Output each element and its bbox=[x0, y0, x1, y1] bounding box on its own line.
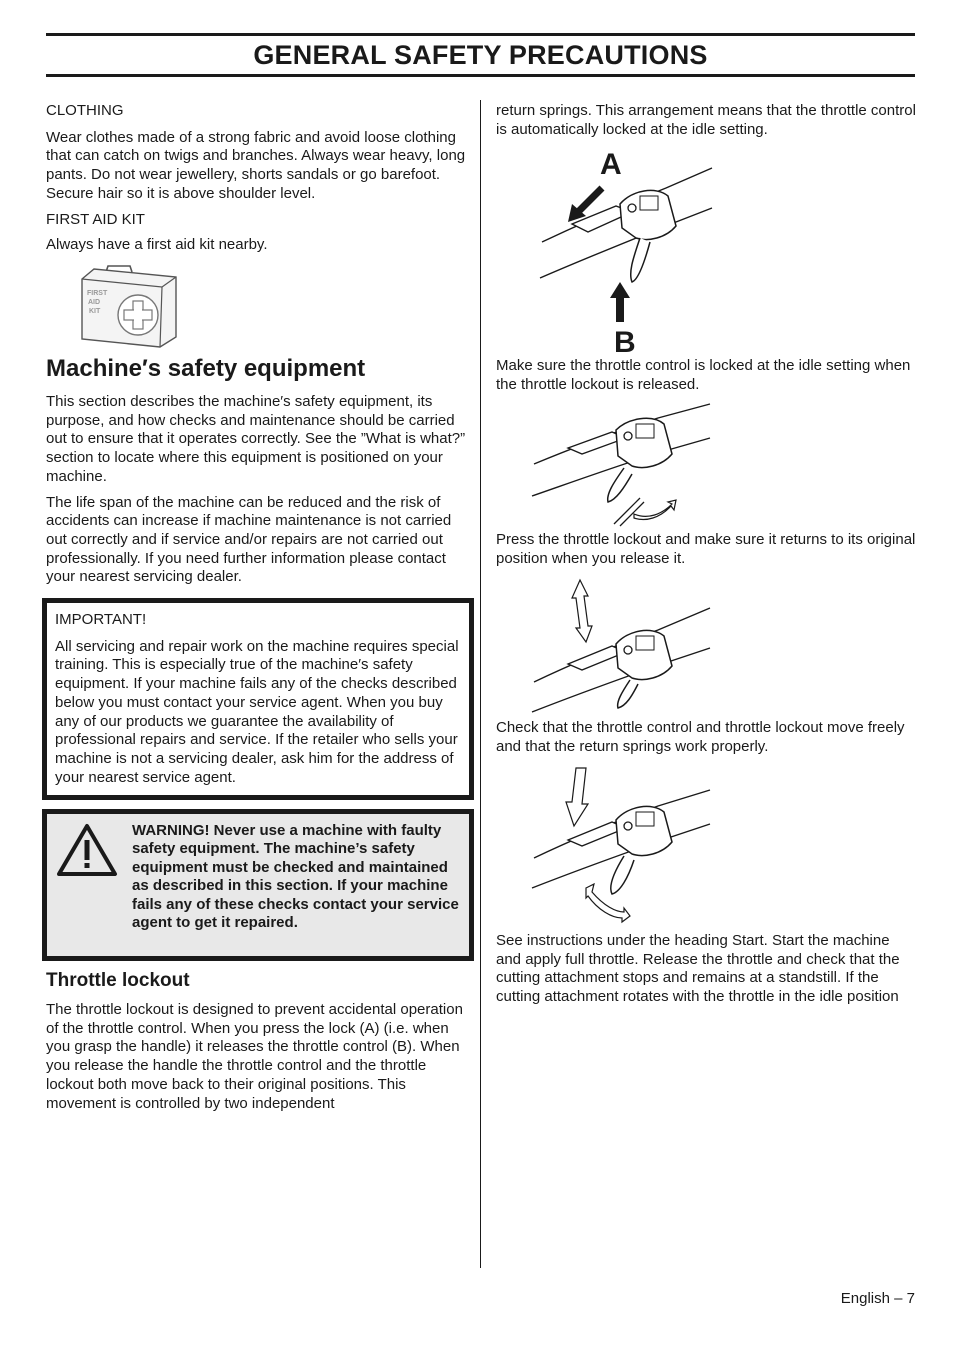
kit-label-line2: AID bbox=[88, 299, 101, 306]
throttle-lockout-press-image bbox=[528, 576, 718, 716]
page-number: English – 7 bbox=[840, 1290, 915, 1307]
throttle-figure-4 bbox=[528, 764, 718, 933]
left-column bbox=[46, 102, 466, 255]
throttle-section bbox=[46, 969, 466, 1113]
throttle-figure-3 bbox=[528, 576, 718, 721]
important-text: All servicing and repair work on the machine requires special training. This is especially true of the machine′s safety equipment. If your machine fails any of the checks described below you must contact your service agent. When you buy any of our products we guarantee the availability of professional repairs and service. If the retailer who sells your machine is not a servicing dealer, ask him for the address of your nearest service agent. bbox=[55, 637, 459, 786]
throttle-free-move-image bbox=[528, 764, 718, 928]
label-a: A bbox=[600, 148, 622, 181]
right-text-3: Press the throttle lockout and make sure it returns to its original position when you release it. bbox=[496, 531, 916, 567]
right-paragraph-4 bbox=[496, 719, 916, 756]
right-text-5: See instructions under the heading Start. Start the machine and apply full throttle. Release the throttle and check that the cutting attachment stops and remains at a standstill. If the cutting attachment rotates with the throttle in the idle position bbox=[496, 932, 900, 1006]
page-header bbox=[46, 33, 915, 77]
right-text-1: return springs. This arrangement means that the throttle control is automatically locked at the idle setting. bbox=[496, 102, 916, 138]
right-text-2: Make sure the throttle control is locked at the idle setting when the throttle lockout is released. bbox=[496, 357, 911, 393]
warning-triangle-icon bbox=[55, 822, 119, 878]
throttle-idle-image bbox=[528, 402, 718, 528]
safety-heading: Machine′s safety equipment bbox=[46, 355, 366, 382]
important-heading: IMPORTANT! bbox=[55, 611, 147, 628]
page-title: GENERAL SAFETY PRECAUTIONS bbox=[253, 40, 708, 70]
throttle-figure-2 bbox=[528, 402, 718, 533]
kit-label-line3: KIT bbox=[89, 308, 101, 315]
right-text-4: Check that the throttle control and throttle lockout move freely and that the return springs work properly. bbox=[496, 719, 905, 755]
first-aid-kit-icon bbox=[78, 263, 182, 351]
safety-section bbox=[46, 354, 466, 587]
warning-text: WARNING! Never use a machine with faulty safety equipment. The machine’s safety equipment must be checked and maintained as described in this section. If your machine fails any of these checks contact your service agent to get it repaired. bbox=[132, 822, 459, 932]
right-paragraph-5 bbox=[496, 932, 916, 1007]
right-paragraph-2 bbox=[496, 357, 916, 394]
first-aid-text: Always have a first aid kit nearby. bbox=[46, 236, 268, 254]
safety-paragraph-1: This section describes the machine′s safety equipment, its purpose, and how checks and maintenance should be carried out to ensure that it operates correctly. See the ”What is what?” section to locate where this equipment is positioned on your machine. bbox=[46, 393, 466, 485]
right-paragraph-3 bbox=[496, 531, 916, 568]
first-aid-kit-figure bbox=[78, 263, 182, 356]
first-aid-heading: FIRST AID KIT bbox=[46, 210, 145, 228]
throttle-heading: Throttle lockout bbox=[46, 970, 190, 991]
kit-label-line1: FIRST bbox=[87, 290, 108, 297]
throttle-handle-ab-image bbox=[536, 146, 726, 356]
throttle-text: The throttle lockout is designed to prevent accidental operation of the throttle control. When you press the lock (A) (i.e. when you grasp the handle) it releases the throttle control (B). When you release the handle the throttle control and the throttle lockout both move back to their original positions. This movement is controlled by two independent bbox=[46, 1001, 463, 1112]
warning-box bbox=[42, 809, 474, 961]
clothing-heading: CLOTHING bbox=[46, 102, 124, 119]
clothing-text: Wear clothes made of a strong fabric and avoid loose clothing that can catch on twigs and branches. Always wear heavy, long pants. Do not wear jewellery, shorts sandals or go barefoot. Secure hair so it is above shoulder level. bbox=[46, 128, 466, 202]
safety-paragraph-2: The life span of the machine can be reduced and the risk of accidents can increase if machine maintenance is not carried out correctly and if service and/or repairs are not carried out professionally. If you need further information please contact your nearest servicing dealer. bbox=[46, 493, 452, 586]
column-divider bbox=[480, 100, 481, 1268]
label-b: B bbox=[614, 326, 636, 356]
right-paragraph-1 bbox=[496, 102, 916, 139]
important-box bbox=[42, 598, 474, 800]
throttle-figure-1 bbox=[536, 146, 726, 361]
